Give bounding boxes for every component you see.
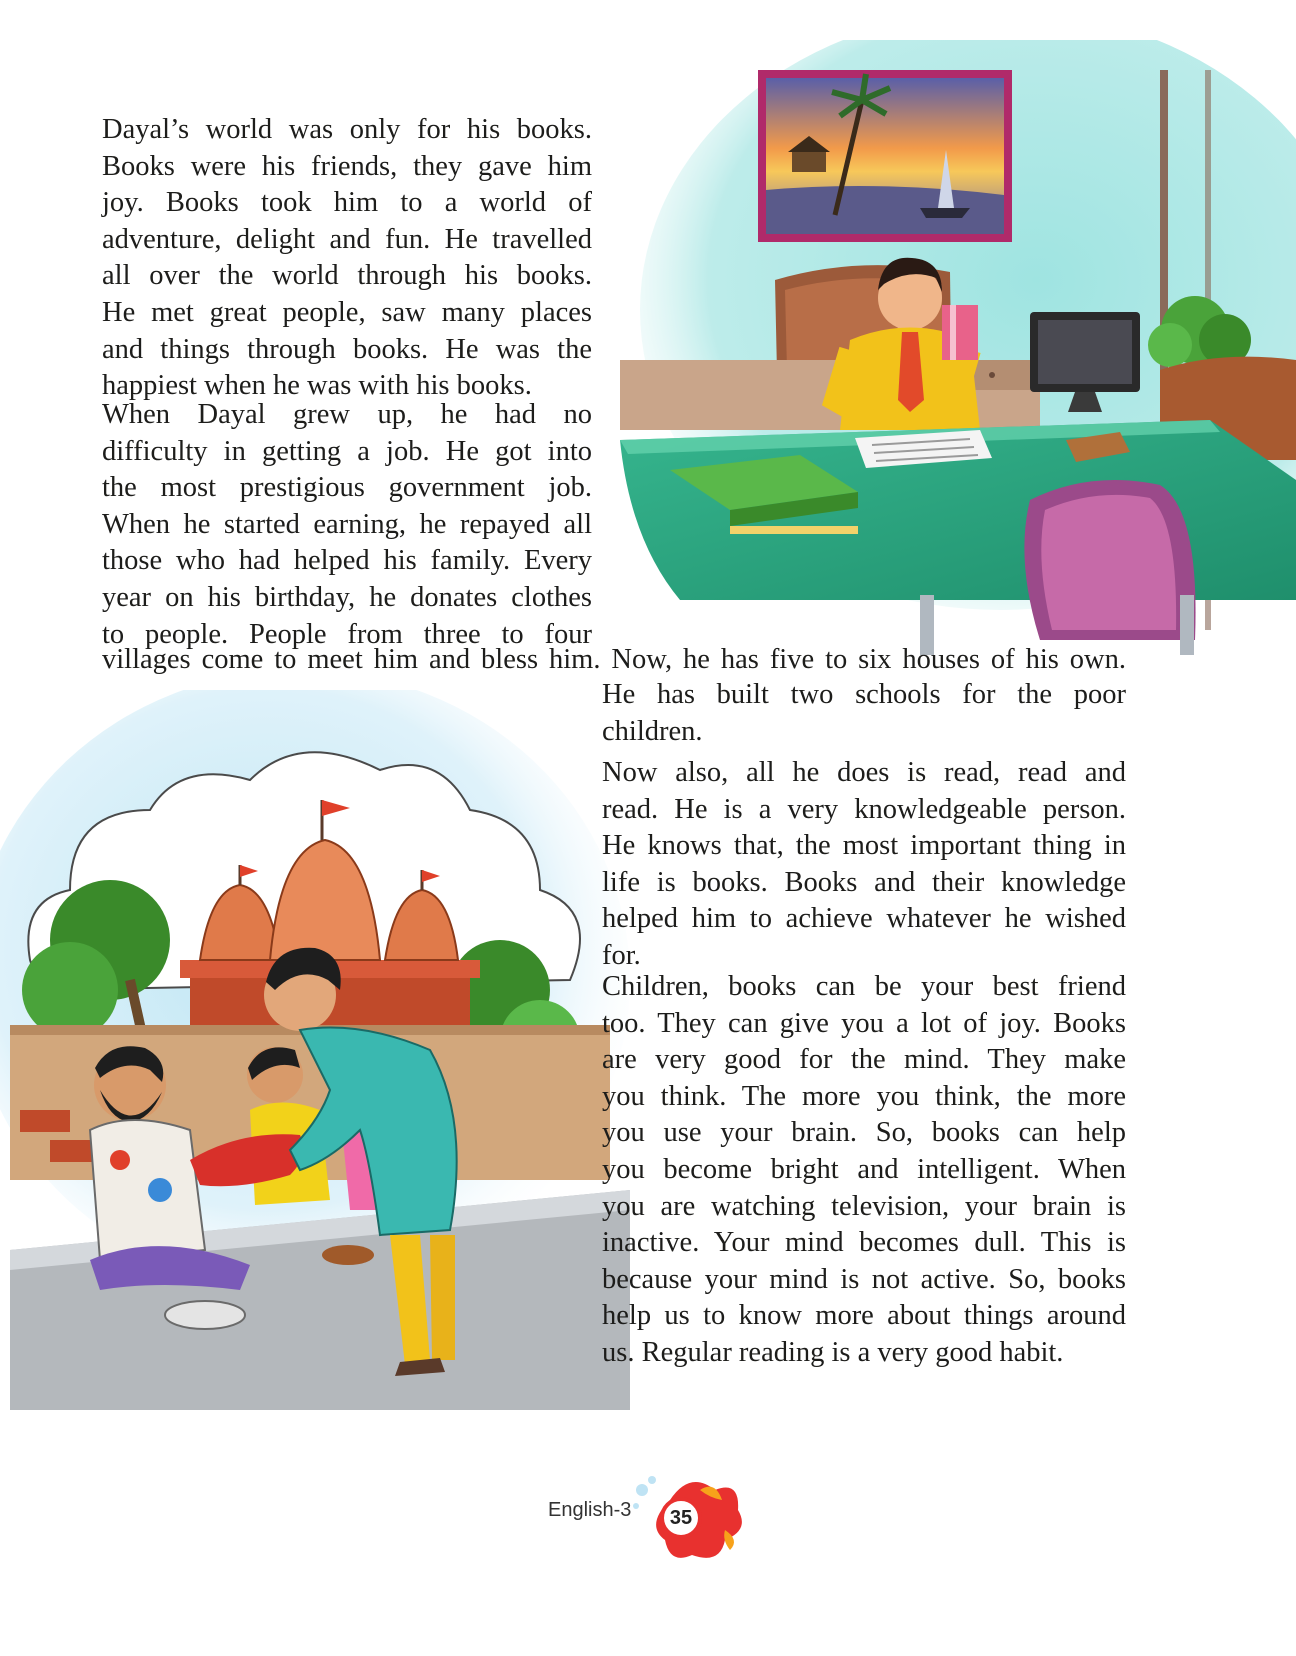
paragraph-dayal-job-wide-line xyxy=(102,642,1126,679)
text-line: helped him to achieve whatever he wished xyxy=(602,903,1126,935)
text-line: happiest when he was with his books. xyxy=(102,370,532,402)
text-line: Dayal’s world was only for his books. xyxy=(102,114,592,145)
paragraph-knowledge xyxy=(602,755,1126,975)
text-line: too. They can give you a lot of joy. Books xyxy=(602,1007,1126,1039)
paragraph-dayal-job xyxy=(102,397,592,653)
text-line: difficulty in getting a job. He got into xyxy=(102,435,592,467)
office-desk-illustration xyxy=(620,40,1296,660)
text-line: because your mind is not active. So, books xyxy=(602,1263,1126,1295)
text-line: Books were his friends, they gave him xyxy=(102,150,592,182)
text-line: all over the world through his books. xyxy=(102,260,592,292)
paragraph-dayal-books xyxy=(102,112,592,405)
text-line: read. He is a very knowledgeable person. xyxy=(602,793,1126,825)
text-line: us. Regular reading is a very good habit. xyxy=(602,1336,1064,1368)
text-line: When Dayal grew up, he had no xyxy=(102,399,592,430)
text-line: you are watching television, your brain is xyxy=(602,1190,1126,1222)
text-line: are very good for the mind. They make xyxy=(602,1044,1126,1076)
text-line: villages come to meet him and bless him. Now, he has five to six houses of his own. xyxy=(102,644,1126,675)
text-line: you become bright and intelligent. When xyxy=(602,1153,1126,1185)
text-line: Now also, all he does is read, read and xyxy=(602,757,1126,788)
text-line: life is books. Books and their knowledge xyxy=(602,866,1126,898)
text-line: When he started earning, he repayed all xyxy=(102,508,592,540)
text-line: He knows that, the most important thing in xyxy=(602,830,1126,862)
donation-temple-illustration xyxy=(0,690,640,1410)
text-line: adventure, delight and fun. He travelled xyxy=(102,223,592,255)
text-line: to people. People from three to four xyxy=(102,618,592,650)
text-line: help us to know more about things around xyxy=(602,1300,1126,1332)
text-line: you use your brain. So, books can help xyxy=(602,1117,1126,1149)
text-line: year on his birthday, he donates clothes xyxy=(102,581,592,613)
paragraph-dayal-job-end xyxy=(602,677,1126,750)
text-line: He has built two schools for the poor xyxy=(602,679,1126,710)
book-title-label: English-3 xyxy=(548,1499,632,1521)
text-line: and things through books. He was the xyxy=(102,333,592,365)
paragraph-children-books xyxy=(602,969,1126,1372)
page-number: 35 xyxy=(660,1497,702,1539)
text-line: children. xyxy=(602,715,703,747)
text-line: for. xyxy=(602,939,641,971)
text-line: Children, books can be your best friend xyxy=(602,971,1126,1002)
text-line: those who had helped his family. Every xyxy=(102,545,592,577)
text-line: inactive. Your mind becomes dull. This is xyxy=(602,1227,1126,1259)
text-line: joy. Books took him to a world of xyxy=(102,187,592,219)
text-line: He met great people, saw many places xyxy=(102,296,592,328)
text-line: you think. The more you think, the more xyxy=(602,1080,1126,1112)
text-line: the most prestigious government job. xyxy=(102,472,592,504)
